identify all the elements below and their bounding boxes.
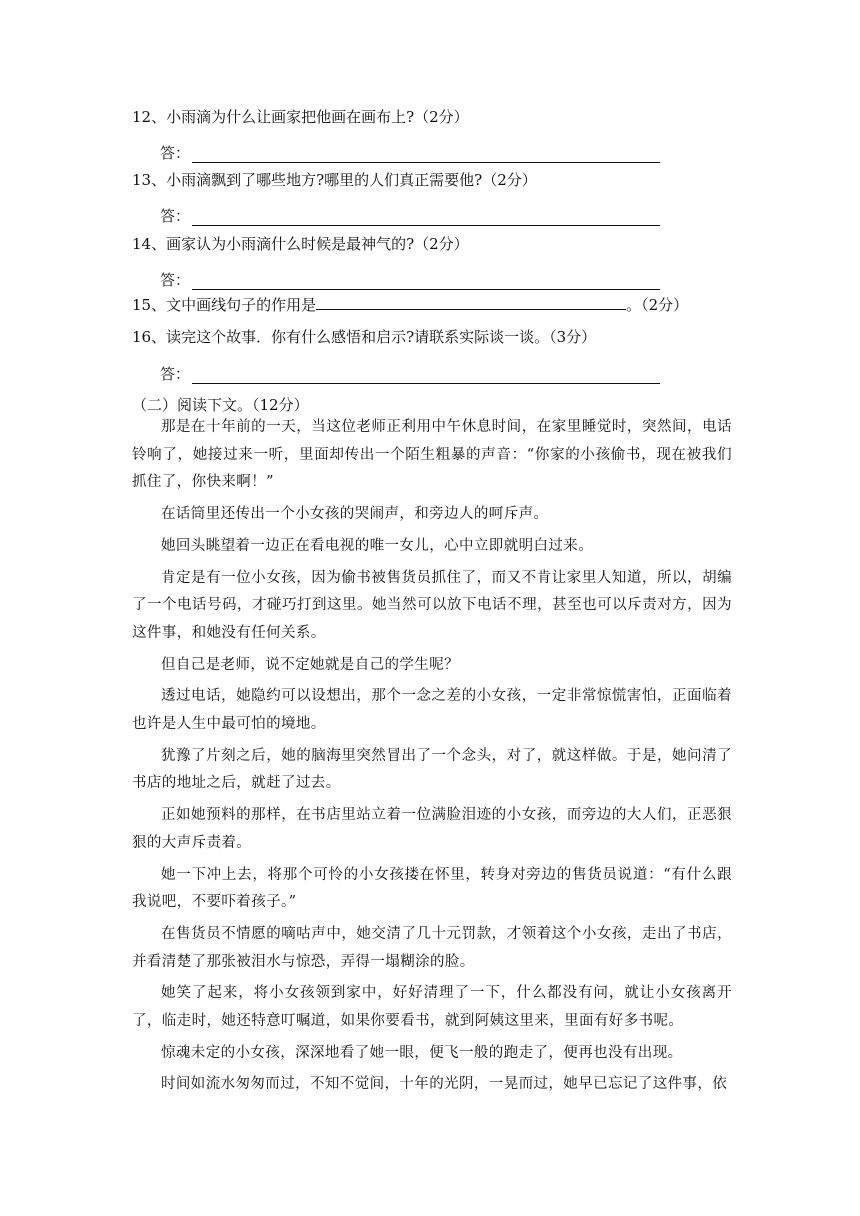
paragraph: 但自己是老师，说不定她就是自己的学生呢？ <box>161 656 459 673</box>
paragraph: 在话筒里还传出一个小女孩的哭闹声，和旁边人的呵斥声。 <box>161 506 549 523</box>
answer-blank[interactable] <box>192 211 660 226</box>
section-heading: （二）阅读下文。（12分） <box>132 396 309 414</box>
question-12: 12、小雨滴为什么让画家把他画在画布上?（2分） <box>132 108 469 126</box>
answer-line-16[interactable]: 答： <box>160 363 660 384</box>
reading-passage <box>132 414 732 1103</box>
answer-line-12[interactable]: 答： <box>160 142 660 163</box>
answer-line-14[interactable]: 答： <box>160 269 660 290</box>
question-14: 14、画家认为小雨滴什么时候是最神气的?（2分） <box>132 235 469 253</box>
answer-blank[interactable] <box>192 275 660 290</box>
paragraph: 透过电话，她隐约可以设想出，那个一念之差的小女孩，一定非常惊慌害怕，正面临着也许是人生中最可怕的境地。 <box>132 688 732 733</box>
paragraph: 惊魂未定的小女孩，深深地看了她一眼，便飞一般的跑走了，便再也没有出现。 <box>161 1044 683 1061</box>
paragraph: 她回头眺望着一边正在看电视的唯一女儿，心中立即就明白过来。 <box>161 537 594 554</box>
answer-blank[interactable] <box>192 369 660 384</box>
paragraph: 那是在十年前的一天，当这位老师正利用中午休息时间，在家里睡觉时，突然间，电话铃响了，她接过来一听，里面却传出一个陌生粗暴的声音：“你家的小孩偷书，现在被我们抓住了，你快来啊！” <box>132 419 732 491</box>
paragraph: 时间如流水匆匆而过，不知不觉间，十年的光阴，一晃而过，她早已忘记了这件事，依 <box>161 1076 728 1093</box>
paragraph: 正如她预料的那样，在书店里站立着一位满脸泪迹的小女孩，而旁边的大人们，正恶狠狠的大声斥责着。 <box>132 807 732 851</box>
question-16: 16、读完这个故事．你有什么感悟和启示?请联系实际谈一谈。（3分） <box>132 328 597 346</box>
paragraph: 在售货员不情愿的嘀咕声中，她交清了几十元罚款，才领着这个小女孩，走出了书店，并看清楚了那张被泪水与惊恐，弄得一塌糊涂的脸。 <box>132 925 732 970</box>
answer-blank[interactable] <box>192 148 660 163</box>
question-15: 15、文中画线句子的作用是 。（2分） <box>132 296 689 314</box>
paragraph: 肯定是有一位小女孩，因为偷书被售货员抓住了，而又不肯让家里人知道，所以，胡编了一个电话号码，才碰巧打到这里。她当然可以放下电话不理，甚至也可以斥责对方，因为这件事，和她没有任何关系。 <box>132 569 732 641</box>
answer-line-13[interactable]: 答： <box>160 205 660 226</box>
question-13: 13、小雨滴飘到了哪些地方?哪里的人们真正需要他?（2分） <box>132 171 537 189</box>
paragraph: 她一下冲上去，将那个可怜的小女孩搂在怀里，转身对旁边的售货员说道：“有什么跟我说吧，不要吓着孩子。” <box>132 866 732 911</box>
paragraph: 犹豫了片刻之后，她的脑海里突然冒出了一个念头，对了，就这样做。于是，她问清了书店的地址之后，就赶了过去。 <box>132 747 732 792</box>
paragraph: 她笑了起来，将小女孩领到家中，好好清理了一下，什么都没有问，就让小女孩离开了，临走时，她还特意叮嘱道，如果你要看书，就到阿姨这里来，里面有好多书呢。 <box>132 985 732 1030</box>
fill-in-blank[interactable] <box>316 295 626 310</box>
